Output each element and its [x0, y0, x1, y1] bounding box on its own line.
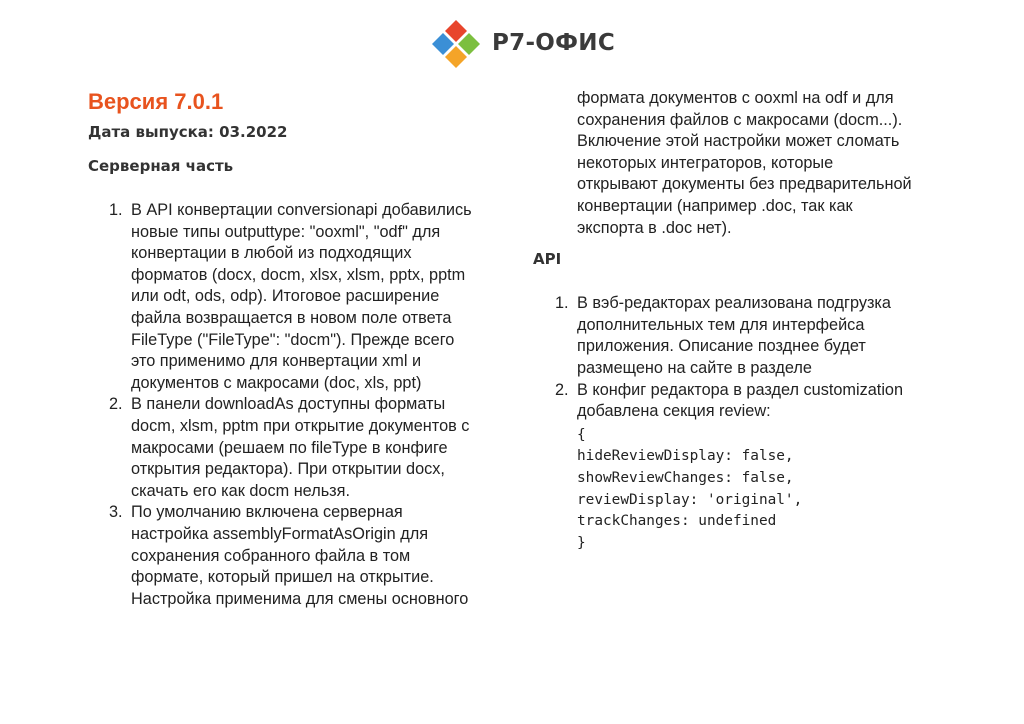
- list-item-text: В панели downloadAs доступны форматы docm, xlsm, pptm при открытие документов с макросами (решаем по fileType в конфиге открытия редактора). При открытии docx, скачать его как docm нельзя.: [131, 395, 470, 500]
- list-item: [109, 394, 508, 502]
- list-number: 2.: [555, 380, 569, 399]
- logo-text: Р7-ОФИС: [492, 30, 615, 56]
- list-item-continuation: формата документов с ooxml на odf и для сохранения файлов с макросами (docm...). Включение этой настройки может сломать некоторых интеграторов, которые открывают документы без предварительной конвертации (например .doc, так как экспорта в .doc нет).: [577, 89, 912, 237]
- list-item: [555, 293, 953, 379]
- list-item: [555, 380, 953, 555]
- review-config-code: { hideReviewDisplay: false, showReviewChanges: false, reviewDisplay: 'original', trackChanges: undefined }: [577, 426, 803, 551]
- list-number: 2.: [109, 395, 123, 414]
- api-list: [533, 293, 953, 554]
- left-column: [88, 88, 508, 610]
- release-date: Дата выпуска: 03.2022: [88, 123, 288, 141]
- server-section-heading: Серверная часть: [88, 157, 234, 175]
- list-number: 1.: [109, 201, 123, 219]
- list-item-text: В конфиг редактора в раздел customization добавлена секция review: { hideReviewDisplay: false, showReviewChanges: false, reviewDisplay: 'original', trackChanges: undefined }: [577, 380, 953, 555]
- right-column: [533, 88, 953, 554]
- list-number: 3.: [109, 503, 123, 522]
- version-title: Версия 7.0.1: [88, 89, 224, 114]
- api-section-heading: API: [533, 250, 562, 269]
- logo-diamonds-icon: [424, 18, 484, 68]
- list-item-text: В API конвертации conversionapi добавились новые типы outputtype: "ooxml", "odf" для конвертации в любой из подходящих форматов (docx, docm, xlsx, xlsm, pptx, pptm или odt, ods, odp). Итоговое расширение файла возвращается в новом поле ответа FileType ("FileType": "docm"). Прежде всего это применимо для конвертации xml и документов с макросами (doc, xls, ppt): [131, 201, 472, 392]
- list-item-text: В вэб-редакторах реализована подгрузка дополнительных тем для интерфейса приложения. Описание позднее будет размещено на сайте в разделе: [577, 294, 891, 377]
- server-list: [88, 200, 508, 610]
- list-item-text: По умолчанию включена серверная настройка assemblyFormatAsOrigin для сохранения собранного файла в том формате, который пришел на открытие. Настройка применима для смены основного: [131, 503, 469, 608]
- list-item: [109, 502, 508, 610]
- logo: [424, 18, 615, 68]
- list-item: [109, 200, 508, 394]
- list-number: 1.: [555, 294, 569, 313]
